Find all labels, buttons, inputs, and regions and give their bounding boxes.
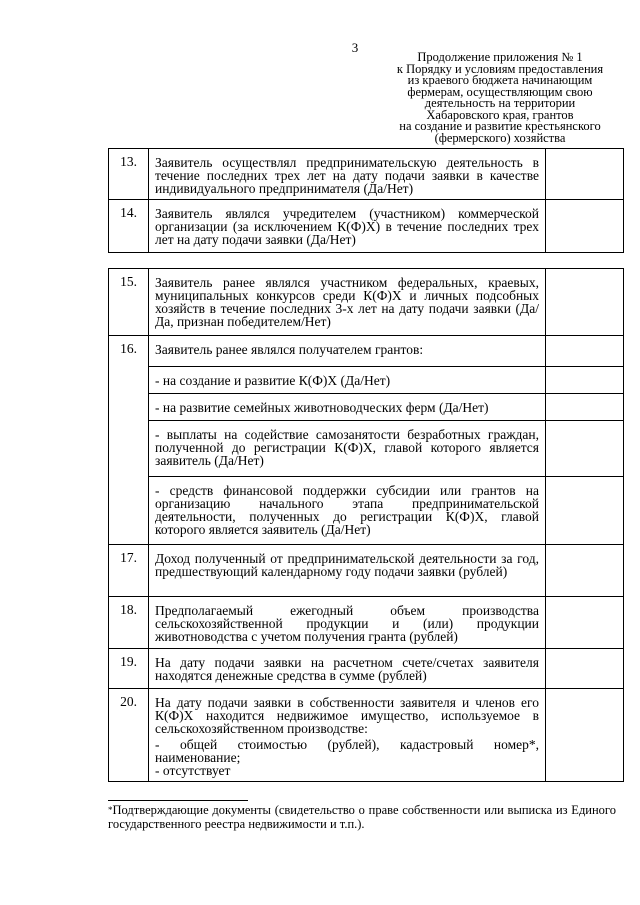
sub-item-text: - на развитие семейных животноводческих ферм (Да/Нет)	[155, 400, 489, 415]
sub-item-text: - на создание и развитие К(Ф)Х (Да/Нет)	[155, 373, 391, 388]
answer-cell[interactable]	[546, 545, 624, 597]
row-number: 13.	[120, 154, 137, 169]
option-text: - отсутствует	[155, 763, 231, 778]
answer-cell[interactable]	[546, 649, 624, 689]
sub-item-text: - средств финансовой поддержки субсидии или грантов на организацию начального этапа предпринимательской деятельности, полученных до регистрации К(Ф)Х, главой которого является заявитель (Да/Нет)	[155, 483, 539, 537]
header-line: (фермерского) хозяйства	[434, 130, 566, 145]
header-line: Хабаровского края, грантов	[426, 107, 574, 122]
answer-cell[interactable]	[546, 367, 624, 394]
answer-cell[interactable]	[546, 421, 624, 477]
row-text: Заявитель являлся учредителем (участником) коммерческой организации (за исключением К(Ф)Х) в течение последних трех лет на дату подачи заявки (Да/Нет)	[155, 206, 539, 247]
row-text-cell	[149, 597, 546, 649]
row-number-cell	[109, 269, 149, 336]
table-row	[109, 545, 624, 597]
row-number-cell	[109, 336, 149, 545]
table-row	[109, 394, 624, 421]
header-line: к Порядку и условиям предоставления	[396, 61, 604, 76]
row-text-cell	[149, 367, 546, 394]
header-line: фермерам, осуществляющим свою	[407, 84, 593, 99]
row-text-cell	[149, 200, 546, 253]
row-number-cell	[109, 689, 149, 782]
table-row	[109, 689, 624, 782]
row-text-cell	[149, 689, 546, 782]
row-number: 19.	[120, 654, 137, 669]
row-number-cell	[109, 200, 149, 253]
row-text-cell	[149, 269, 546, 336]
row-number: 14.	[120, 205, 137, 220]
row-text-cell	[149, 149, 546, 200]
criteria-table-part-2	[108, 268, 624, 782]
footnote-text: Подтверждающие документы (свидетельство о праве собственности или выписка из Единого государственного реестра недвижимости и т.п.).	[108, 803, 616, 831]
row-text: Заявитель осуществлял предпринимательскую деятельность в течение последних трех лет на дату подачи заявки в качестве индивидуального предпринимателя (Да/Нет)	[155, 155, 539, 196]
table-row	[109, 367, 624, 394]
header-line: из краевого бюджета начинающим	[407, 73, 593, 87]
row-text-cell	[149, 649, 546, 689]
answer-cell[interactable]	[546, 689, 624, 782]
table-row	[109, 421, 624, 477]
row-text-cell	[149, 394, 546, 421]
answer-cell[interactable]	[546, 477, 624, 545]
row-number: 16.	[120, 341, 137, 356]
row-text-cell	[149, 421, 546, 477]
row-text-cell	[149, 545, 546, 597]
table-row	[109, 336, 624, 367]
appendix-header	[380, 52, 620, 144]
answer-cell[interactable]	[546, 269, 624, 336]
footnote	[108, 803, 616, 831]
table-row	[109, 149, 624, 200]
header-line: Продолжение приложения № 1	[417, 50, 583, 64]
row-text-cell	[149, 336, 546, 367]
footnote-divider	[108, 800, 248, 801]
answer-cell[interactable]	[546, 200, 624, 253]
row-text: Заявитель ранее являлся участником федеральных, краевых, муниципальных конкурсов среди К(Ф)Х и личных подсобных хозяйств в течение последних 3-х лет на дату подачи заявки (Да/Да, признан победителем/Нет)	[155, 275, 539, 329]
page-number: 3	[351, 40, 359, 55]
row-number-cell	[109, 649, 149, 689]
sub-item-text: - выплаты на содействие самозанятости безработных граждан, полученной до регистрации К(Ф)Х, главой которого является заявитель (Да/Нет)	[155, 427, 539, 468]
answer-cell	[546, 336, 624, 367]
answer-cell[interactable]	[546, 394, 624, 421]
table-row	[109, 269, 624, 336]
row-number: 20.	[120, 694, 137, 709]
answer-cell[interactable]	[546, 597, 624, 649]
row-text-cell	[149, 477, 546, 545]
criteria-table-part-1	[108, 148, 624, 253]
row-text: Предполагаемый ежегодный объем производства сельскохозяйственной продукции и (или) продукции животноводства с учетом получения гранта (рублей)	[155, 603, 539, 644]
row-number: 17.	[120, 550, 137, 565]
row-text: Доход полученный от предпринимательской деятельности за год, предшествующий календарному году подачи заявки (рублей)	[155, 551, 539, 579]
row-text: На дату подачи заявки на расчетном счете/счетах заявителя находятся денежные средства в сумме (рублей)	[155, 655, 539, 683]
table-row	[109, 477, 624, 545]
row-number-cell	[109, 597, 149, 649]
row-text: На дату подачи заявки в собственности заявителя и членов его К(Ф)Х находится недвижимое имущество, используемое в сельскохозяйственном производстве:	[155, 695, 539, 736]
row-text: Заявитель ранее являлся получателем грантов:	[155, 342, 424, 357]
row-number: 15.	[120, 274, 137, 289]
table-row	[109, 649, 624, 689]
row-number: 18.	[120, 602, 137, 617]
table-row	[109, 597, 624, 649]
footnote-mark: *	[108, 805, 113, 815]
table-row	[109, 200, 624, 253]
header-line: деятельность на территории	[424, 96, 576, 110]
answer-cell[interactable]	[546, 149, 624, 200]
option-text: - общей стоимостью (рублей), кадастровый номер*, наименование;	[155, 737, 539, 765]
row-number-cell	[109, 545, 149, 597]
header-line: на создание и развитие крестьянского	[399, 119, 601, 133]
row-number-cell	[109, 149, 149, 200]
